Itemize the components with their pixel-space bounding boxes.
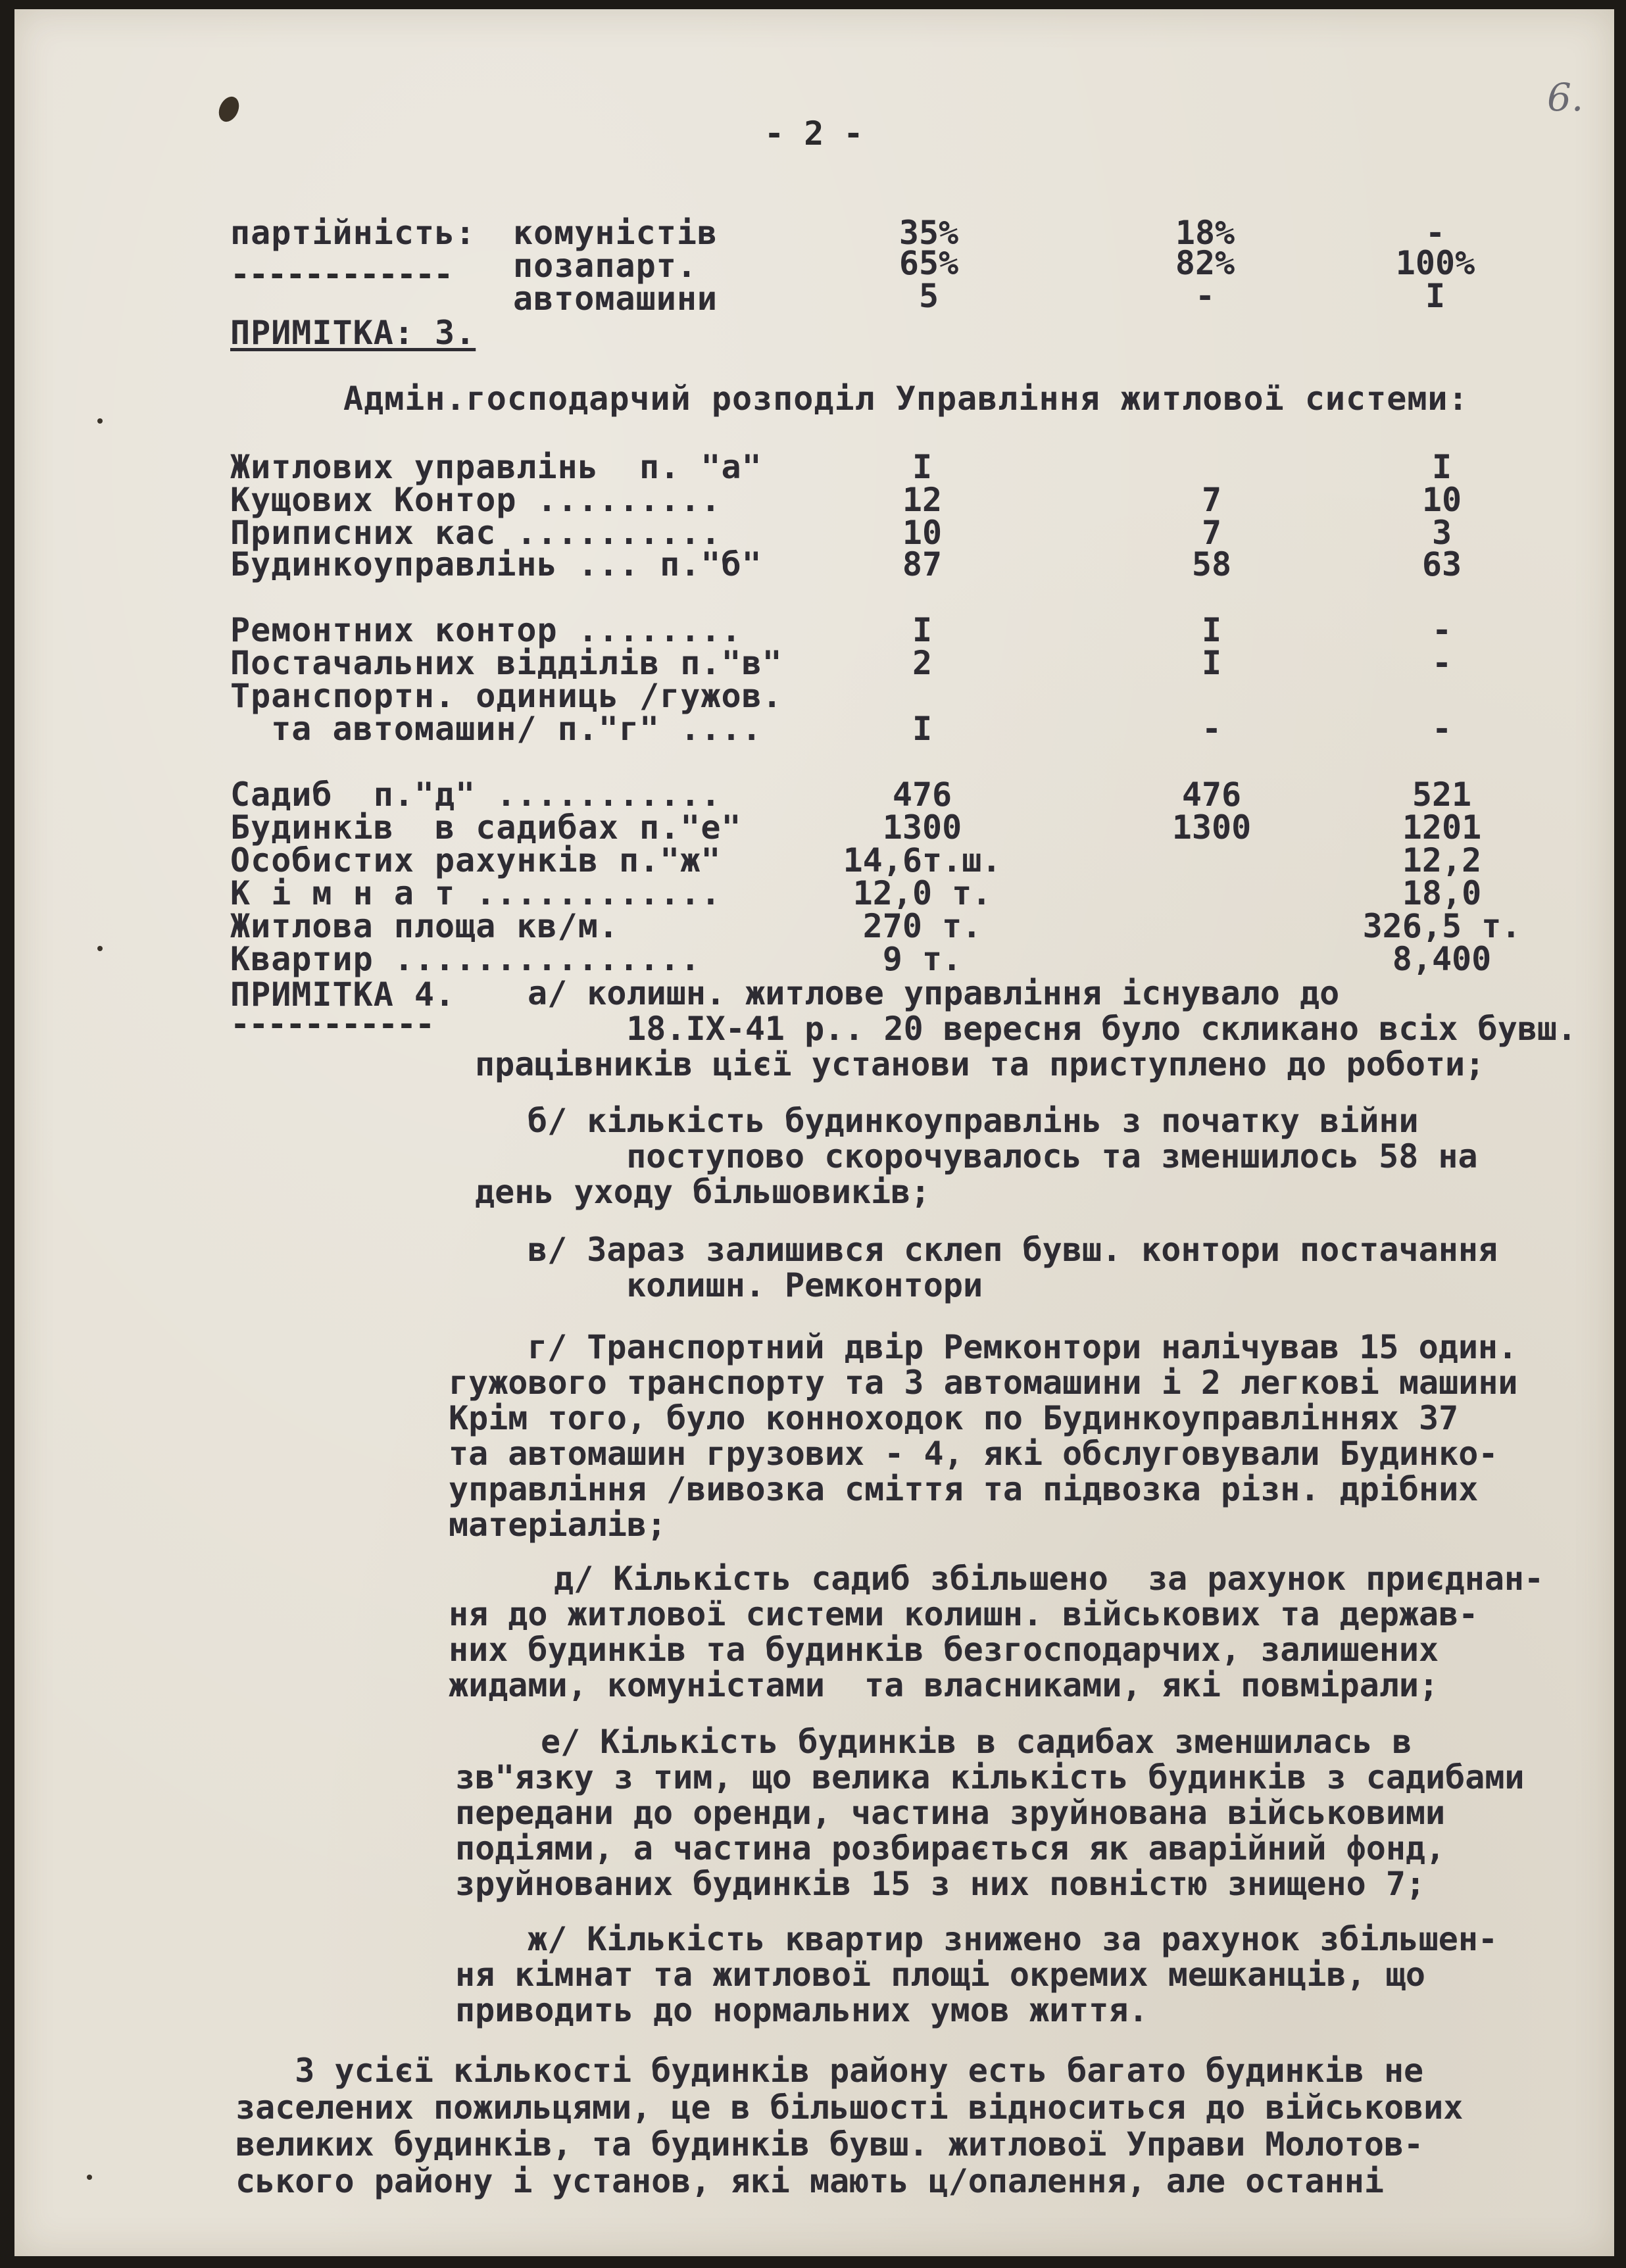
punch-hole bbox=[97, 946, 103, 951]
table-row-label: Квартир ............... bbox=[230, 940, 701, 978]
dashes-line: ------------ bbox=[230, 255, 453, 293]
party-value: 35% bbox=[899, 214, 959, 252]
party-value: - bbox=[1195, 277, 1216, 315]
dashes-line: ----------- bbox=[230, 1005, 434, 1043]
table-cell: - bbox=[1201, 710, 1222, 748]
note4-line-b: поступово скорочувалось та зменшилось 58 на bbox=[587, 1137, 1478, 1175]
note4-line-zh: ня кімнат та житлової площі окремих мешканців, що bbox=[455, 1956, 1426, 1994]
note4-line-d: них будинків та будинків безгосподарчих, залишених bbox=[449, 1631, 1439, 1669]
note4-line-g: г/ Транспортний двір Ремконтори налічував 15 один. bbox=[528, 1328, 1518, 1366]
note4-line-g: Крім того, було конноходок по Будинкоуправліннях 37 bbox=[449, 1399, 1459, 1437]
note3-title: ПРИМІТКА: 3. bbox=[230, 314, 476, 352]
note4-line-a: 18.IX-41 р.. 20 вересня було скликано всіх бувш. bbox=[587, 1010, 1577, 1048]
table-row-label: та автомашин/ п."г" .... bbox=[230, 710, 762, 748]
table-cell: 3 bbox=[1431, 514, 1452, 552]
punch-hole bbox=[87, 2175, 92, 2180]
table-row-label: Особистих рахунків п."ж" bbox=[230, 841, 722, 879]
table-cell: 12,2 bbox=[1402, 841, 1482, 879]
table-cell: 1300 bbox=[1171, 808, 1252, 847]
table-cell: - bbox=[1431, 611, 1452, 649]
note4-line-d: жидами, комуністами та власниками, які повмірали; bbox=[449, 1666, 1439, 1704]
document-page bbox=[14, 9, 1614, 2256]
table-cell: 10 bbox=[1421, 481, 1462, 519]
table-cell: 18,0 bbox=[1402, 874, 1482, 912]
table-cell: I bbox=[1431, 448, 1452, 486]
table-cell: I bbox=[1201, 611, 1222, 649]
note4-line-g: та автомашин грузових - 4, які обслуговували Будинко- bbox=[449, 1435, 1498, 1473]
table-cell: 63 bbox=[1421, 545, 1462, 583]
table-row-label: Садиб п."д" ........... bbox=[230, 776, 722, 814]
table-cell: I bbox=[912, 710, 933, 748]
note4-line-d: д/ Кількість садиб збільшено за рахунок приєднан- bbox=[554, 1560, 1544, 1598]
table-cell: I bbox=[912, 611, 933, 649]
note4-line-e: передани до оренди, частина зруйнована військовими bbox=[455, 1794, 1446, 1832]
final-paragraph-line: великих будинків, та будинків бувш. житлової Управи Молотов- bbox=[235, 2125, 1424, 2163]
pencil-page-mark: 6. bbox=[1547, 75, 1584, 120]
table-row-label: Житлова площа кв/м. bbox=[230, 907, 619, 945]
table-cell: 1300 bbox=[882, 808, 962, 847]
table-cell: 8,400 bbox=[1392, 940, 1492, 978]
table-cell: 521 bbox=[1412, 776, 1472, 814]
table-row-label: Будинкоуправлінь ... п."б" bbox=[230, 545, 762, 583]
note4-line-b: день уходу більшовиків; bbox=[475, 1173, 931, 1211]
table-cell: 326,5 т. bbox=[1362, 907, 1521, 945]
table-cell: 12 bbox=[902, 481, 943, 519]
table-row-label: Будинків в садибах п."е" bbox=[230, 808, 742, 847]
table-row-label: Житлових управлінь п. "а" bbox=[230, 448, 762, 486]
note4-line-v: колишн. Ремконтори bbox=[587, 1266, 983, 1304]
note4-line-g: управління /вивозка сміття та підвозка різн. дрібних bbox=[449, 1470, 1479, 1508]
note4-line-v: в/ Зараз залишився склеп бувш. контори постачання bbox=[528, 1231, 1498, 1269]
table-cell: 58 bbox=[1191, 545, 1232, 583]
ink-stain bbox=[215, 93, 243, 125]
party-value: 18% bbox=[1175, 214, 1235, 252]
table-row-label: Приписних кас .......... bbox=[230, 514, 722, 552]
final-paragraph-line: З усієї кількості будинків району есть багато будинків не bbox=[235, 2052, 1424, 2090]
party-value: 5 bbox=[918, 277, 939, 315]
table-row-label: Ремонтних контор ........ bbox=[230, 611, 742, 649]
party-value: 100% bbox=[1395, 244, 1475, 282]
table-cell: 270 т. bbox=[862, 907, 982, 945]
table-cell: 14,6т.ш. bbox=[843, 841, 1002, 879]
table-cell: 87 bbox=[902, 545, 943, 583]
note4-line-zh: ж/ Кількість квартир знижено за рахунок збільшен- bbox=[528, 1920, 1498, 1958]
table-row-label: Постачальних відділів п."в" bbox=[230, 644, 783, 682]
note4-line-e: зруйнованих будинків 15 з них повністю знищено 7; bbox=[455, 1865, 1426, 1903]
table-row-label: К і м н а т ............ bbox=[230, 874, 722, 912]
party-value: I bbox=[1425, 277, 1446, 315]
party-row-name: позапарт. bbox=[513, 247, 697, 285]
note4-line-g: гужового транспорту та 3 автомашини і 2 легкові машини bbox=[449, 1364, 1518, 1402]
final-paragraph-line: ського району і установ, які мають ц/опалення, але останні bbox=[235, 2162, 1384, 2200]
table-cell: 476 bbox=[1181, 776, 1242, 814]
table-cell: 9 т. bbox=[882, 940, 962, 978]
final-paragraph-line: заселених пожильцями, це в більшості відноситься до військових bbox=[235, 2088, 1464, 2127]
table-cell: 7 bbox=[1201, 481, 1222, 519]
table-cell: 1201 bbox=[1402, 808, 1482, 847]
party-value: 65% bbox=[899, 244, 959, 282]
note4-line-zh: приводить до нормальних умов життя. bbox=[455, 1991, 1148, 2029]
note4-line-e: зв"язку з тим, що велика кількість будинків з садибами bbox=[455, 1758, 1525, 1796]
party-label: партійність: bbox=[230, 214, 476, 252]
party-value: - bbox=[1425, 214, 1446, 252]
table-cell: 2 bbox=[912, 644, 933, 682]
table-cell: I bbox=[912, 448, 933, 486]
note4-line-d: ня до житлової системи колишн. військових та держав- bbox=[449, 1595, 1479, 1633]
note4-line-a: а/ колишн. житлове управління існувало до bbox=[528, 974, 1340, 1012]
table-cell: 10 bbox=[902, 514, 943, 552]
party-value: 82% bbox=[1175, 244, 1235, 282]
table-cell: 476 bbox=[892, 776, 952, 814]
note3-heading: Адмін.господарчий розподіл Управління житлової системи: bbox=[343, 380, 1469, 418]
table-row-label: Транспортн. одиниць /гужов. bbox=[230, 677, 783, 715]
party-row-name: автомашини bbox=[513, 280, 718, 318]
note4-line-b: б/ кількість будинкоуправлінь з початку війни bbox=[528, 1102, 1419, 1140]
table-cell: I bbox=[1201, 644, 1222, 682]
table-row-label: Кущових Контор ......... bbox=[230, 481, 722, 519]
note4-line-e: е/ Кількість будинків в садибах зменшилась в bbox=[541, 1723, 1412, 1761]
table-cell: 7 bbox=[1201, 514, 1222, 552]
note4-line-g: матеріалів; bbox=[449, 1506, 667, 1544]
table-cell: - bbox=[1431, 710, 1452, 748]
page-number: - 2 - bbox=[764, 114, 864, 153]
party-row-name: комуністів bbox=[513, 214, 718, 252]
punch-hole bbox=[97, 418, 103, 424]
final-paragraph bbox=[235, 2052, 1463, 2200]
note4-line-a: працівників цієї установи та приступлено до роботи; bbox=[475, 1045, 1485, 1083]
table-cell: 12,0 т. bbox=[852, 874, 992, 912]
note4-line-e: подіями, а частина розбирається як аварійний фонд, bbox=[455, 1829, 1446, 1867]
table-cell: - bbox=[1431, 644, 1452, 682]
note4-title: ПРИМІТКА 4. bbox=[230, 975, 456, 1014]
